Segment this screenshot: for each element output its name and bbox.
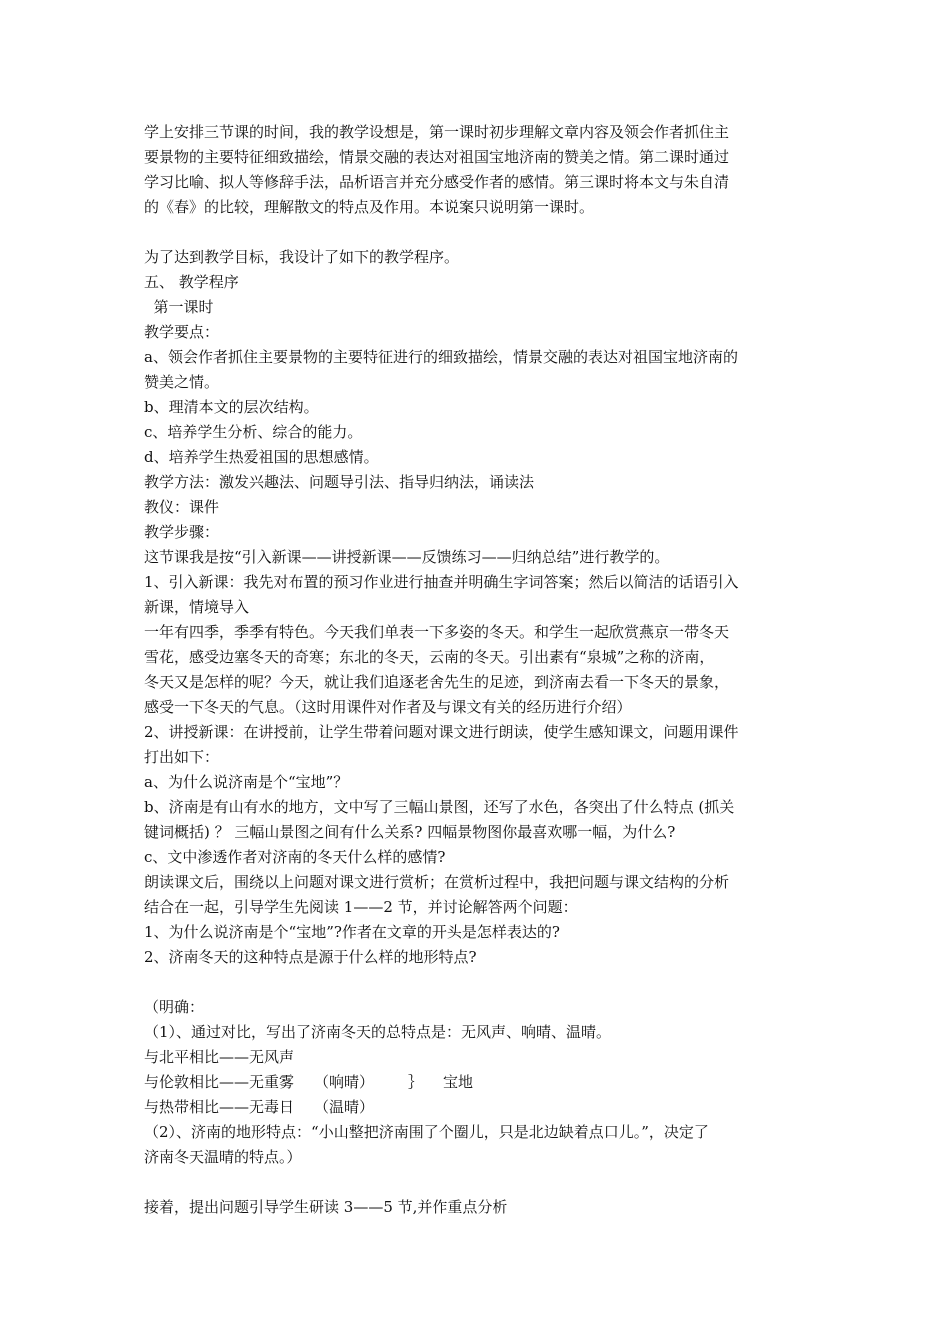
step1-line: 新课，情境导入 [144,598,250,616]
blank-line [144,220,814,245]
key-point-line: b、理清本文的层次结构。 [144,398,319,416]
step1-line: 雪花，感受边塞冬天的奇寒；东北的冬天，云南的冬天。引出素有“泉城”之称的济南， [144,648,715,666]
aids-text: 教仪：课件 [144,498,220,516]
step1-line: 感受一下冬天的气息。（这时用课件对作者及与课文有关的经历进行介绍） [144,698,632,716]
key-point-line: d、培养学生热爱祖国的思想感情。 [144,448,379,466]
step1-line: 一年有四季，季季有特色。今天我们单表一下多姿的冬天。和学生一起欣赏燕京一带冬天 [144,623,730,641]
brace-symbol: ｝ [408,1073,424,1091]
clarify-point2: （2）、济南的地形特点：“小山整把济南围了个圈儿，只是北边缺着点口儿。”，决定了 [144,1123,709,1141]
key-points-label: 教学要点： [144,323,220,341]
step2-line: c、文中渗透作者对济南的冬天什么样的感情? [144,848,446,866]
step2-line: a、为什么说济南是个“宝地”？ [144,773,349,791]
compare2-right: 宝地 [443,1073,474,1091]
steps-intro: 这节课我是按“引入新课——讲授新课——反馈练习——归纳总结”进行教学的。 [144,548,670,566]
step2-line: 键词概括) ？ 三幅山景图之间有什么关系? 四幅景物图你最喜欢哪一幅，为什么? [144,823,676,841]
key-point-line: a、领会作者抓住主要景物的主要特征进行的细致描绘，情景交融的表达对祖国宝地济南的 [144,348,738,366]
step1-line: 1、引入新课：我先对布置的预习作业进行抽查并明确生字词答案；然后以简洁的话语引入 [144,573,739,591]
step2-line: 结合在一起，引导学生先阅读 1——2 节，并讨论解答两个问题： [144,898,578,916]
lesson-heading: 第一课时 [144,298,214,316]
step1-line: 冬天又是怎样的呢？今天，就让我们追逐老舍先生的足迹，到济南去看一下冬天的景象， [144,673,730,691]
step2-line: 2、讲授新课：在讲授前，让学生带着问题对课文进行朗读，使学生感知课文，问题用课件 [144,723,739,741]
step2-line: b、济南是有山有水的地方，文中写了三幅山景图，还写了水色，各突出了什么特点 (抓关 [144,798,735,816]
clarify-label: （明确： [144,998,205,1016]
blank-line [144,970,814,995]
intro-line: 的《春》的比较，理解散文的特点及作用。本说案只说明第一课时。 [144,198,595,216]
step2-line: 1、为什么说济南是个“宝地”?作者在文章的开头是怎样表达的? [144,923,560,941]
intro-line: 要景物的主要特征细致描绘，情景交融的表达对祖国宝地济南的赞美之情。第二课时通过 [144,148,730,166]
compare2-mid: （响晴） [314,1073,375,1091]
step2-line: 朗读课文后，围绕以上问题对课文进行赏析；在赏析过程中，我把问题与课文结构的分析 [144,873,730,891]
key-point-line: 赞美之情。 [144,373,220,391]
key-point-line: c、培养学生分析、综合的能力。 [144,423,363,441]
compare3-left: 与热带相比——无毒日 [144,1098,295,1116]
document-page [144,120,814,1220]
compare2-left: 与伦敦相比——无重雾 [144,1073,295,1091]
blank-line [144,1170,814,1195]
step2-line: 打出如下： [144,748,220,766]
compare-line-2 [144,1070,814,1095]
compare-line-3 [144,1095,814,1120]
step2-line: 2、济南冬天的这种特点是源于什么样的地形特点? [144,948,477,966]
next-text: 接着，提出问题引导学生研读 3——5 节,并作重点分析 [144,1198,508,1216]
compare-line-1: 与北平相比——无风声 [144,1048,295,1066]
clarify-point1: （1）、通过对比，写出了济南冬天的总特点是：无风声、响晴、温晴。 [144,1023,612,1041]
section-heading: 五、 教学程序 [144,273,239,291]
intro-line: 学上安排三节课的时间，我的教学设想是，第一课时初步理解文章内容及领会作者抓住主 [144,123,730,141]
steps-label: 教学步骤： [144,523,220,541]
clarify-point2: 济南冬天温晴的特点。） [144,1148,302,1166]
purpose-text: 为了达到教学目标，我设计了如下的教学程序。 [144,248,460,266]
methods-text: 教学方法：激发兴趣法、问题导引法、指导归纳法，诵读法 [144,473,535,491]
compare3-mid: （温晴） [314,1098,375,1116]
intro-line: 学习比喻、拟人等修辞手法，品析语言并充分感受作者的感情。第三课时将本文与朱自清 [144,173,730,191]
